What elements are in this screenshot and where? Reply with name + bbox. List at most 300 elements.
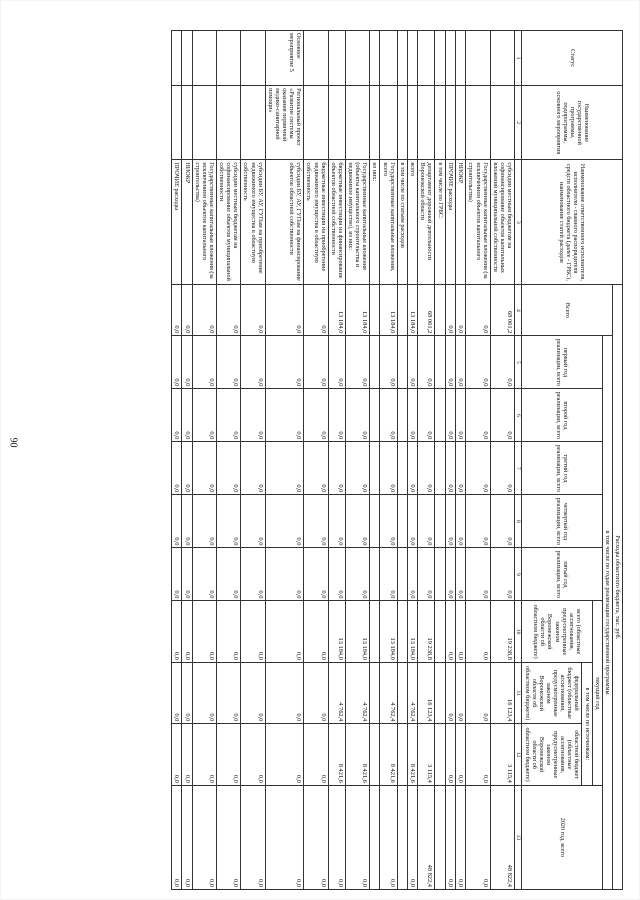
expense-item-cell: бюджетные инвестиции на финансирование объектов областной собственности: [328, 160, 345, 285]
status-cell: [370, 31, 380, 86]
value-cell: 0,0: [217, 601, 241, 662]
status-cell: [380, 31, 397, 86]
value-cell: 0,0: [407, 389, 417, 442]
value-cell: 0,0: [328, 495, 345, 548]
expense-item-cell: всего: [407, 160, 417, 285]
value-cell: 0,0: [171, 724, 181, 785]
column-number: 13: [515, 785, 522, 889]
value-cell: [397, 336, 407, 389]
value-cell: [435, 495, 445, 548]
value-cell: 0,0: [328, 548, 345, 601]
value-cell: 0,0: [171, 389, 181, 442]
value-cell: 19 238,8: [490, 601, 514, 662]
program-cell: [346, 86, 370, 160]
value-cell: 0,0: [241, 285, 265, 336]
value-cell: 0,0: [304, 285, 328, 336]
value-cell: 0,0: [346, 495, 370, 548]
value-cell: 0,0: [265, 724, 304, 785]
value-cell: 0,0: [182, 785, 192, 889]
column-number: 3: [515, 160, 522, 285]
program-cell: [418, 86, 435, 160]
value-cell: 0,0: [445, 389, 455, 442]
value-cell: 0,0: [171, 336, 181, 389]
program-cell: [407, 86, 417, 160]
value-cell: 0,0: [304, 495, 328, 548]
status-cell: [182, 31, 192, 86]
value-cell: 0,0: [418, 495, 435, 548]
expense-item-cell: в том числе по ГРБС:: [435, 160, 445, 285]
status-cell: [435, 31, 445, 86]
value-cell: 4 762,4: [380, 662, 397, 723]
program-cell: [182, 86, 192, 160]
value-cell: 0,0: [192, 389, 216, 442]
program-cell: [490, 86, 514, 160]
value-cell: 0,0: [418, 548, 435, 601]
expense-item-cell: НИОКР: [182, 160, 192, 285]
value-cell: 0,0: [304, 601, 328, 662]
value-cell: [370, 785, 380, 889]
program-cell: [435, 86, 445, 160]
value-cell: 13 184,0: [407, 601, 417, 662]
column-number: 1: [515, 31, 522, 86]
value-cell: [370, 389, 380, 442]
value-cell: 0,0: [445, 548, 455, 601]
status-cell: [217, 31, 241, 86]
value-cell: 0,0: [418, 389, 435, 442]
expense-item-cell: Государственные капитальные вложения (за исключением объектов капитального строительства): [192, 160, 216, 285]
value-cell: [435, 389, 445, 442]
value-cell: 0,0: [407, 785, 417, 889]
value-cell: 0,0: [241, 662, 265, 723]
table-row: [397, 31, 407, 890]
header-year2020: 2020 год, всего: [522, 785, 602, 889]
value-cell: 8 421,6: [346, 724, 370, 785]
value-cell: 0,0: [182, 495, 192, 548]
status-cell: [304, 31, 328, 86]
program-cell: [445, 86, 455, 160]
value-cell: 0,0: [380, 785, 397, 889]
value-cell: [397, 785, 407, 889]
value-cell: 0,0: [346, 389, 370, 442]
value-cell: 0,0: [380, 548, 397, 601]
value-cell: 0,0: [241, 336, 265, 389]
value-cell: [397, 662, 407, 723]
column-number: 12: [515, 724, 522, 785]
value-cell: 0,0: [182, 442, 192, 495]
status-cell: [466, 31, 490, 86]
page-number: 90: [7, 437, 19, 448]
expense-item-cell: Государственные капитальные вложения (объекты капитального строительства и недвижимое имущество), из них:: [346, 160, 370, 285]
value-cell: 0,0: [445, 285, 455, 336]
expense-item-cell: Государственные капитальные вложения, всего: [380, 160, 397, 285]
value-cell: 0,0: [418, 336, 435, 389]
value-cell: 0,0: [217, 495, 241, 548]
program-cell: [171, 86, 181, 160]
header-total: Всего: [522, 285, 612, 336]
value-cell: 8 421,6: [407, 724, 417, 785]
value-cell: 13 184,0: [328, 601, 345, 662]
program-cell: [192, 86, 216, 160]
value-cell: 0,0: [217, 724, 241, 785]
value-cell: 0,0: [346, 442, 370, 495]
value-cell: 0,0: [445, 442, 455, 495]
value-cell: 0,0: [192, 442, 216, 495]
value-cell: 0,0: [328, 336, 345, 389]
program-cell: [304, 86, 328, 160]
table-row: [370, 31, 380, 890]
value-cell: 0,0: [466, 285, 490, 336]
value-cell: 3 115,4: [490, 724, 514, 785]
value-cell: 0,0: [241, 495, 265, 548]
header-federal: федеральный бюджет (областные ассигнования, предусмотренные законом Воронежской области об областном бюджете): [522, 662, 582, 723]
value-cell: 0,0: [346, 785, 370, 889]
header-status: Статус: [522, 31, 623, 86]
table-row: [380, 31, 397, 890]
value-cell: [397, 601, 407, 662]
value-cell: 0,0: [304, 548, 328, 601]
value-cell: [370, 601, 380, 662]
table-row: [418, 31, 435, 890]
value-cell: 0,0: [171, 662, 181, 723]
value-cell: [370, 442, 380, 495]
value-cell: 0,0: [171, 285, 181, 336]
value-cell: 0,0: [192, 548, 216, 601]
value-cell: 0,0: [171, 442, 181, 495]
value-cell: 0,0: [490, 495, 514, 548]
value-cell: 0,0: [490, 336, 514, 389]
column-number: 9: [515, 548, 522, 601]
value-cell: 19 238,8: [418, 601, 435, 662]
value-cell: 0,0: [304, 389, 328, 442]
value-cell: 0,0: [182, 601, 192, 662]
value-cell: 0,0: [455, 285, 465, 336]
value-cell: 0,0: [182, 548, 192, 601]
table-row: [328, 31, 345, 890]
value-cell: 0,0: [445, 495, 455, 548]
value-cell: 0,0: [182, 336, 192, 389]
header-year1: первый год реализации, всего: [522, 336, 602, 389]
value-cell: 0,0: [466, 662, 490, 723]
expense-item-cell: НИОКР: [455, 160, 465, 285]
header-year2: второй год реализации, всего: [522, 389, 602, 442]
value-cell: 48 822,4: [490, 785, 514, 889]
value-cell: 0,0: [304, 724, 328, 785]
program-cell: [241, 86, 265, 160]
value-cell: 0,0: [217, 285, 241, 336]
value-cell: 0,0: [466, 336, 490, 389]
value-cell: 0,0: [217, 389, 241, 442]
header-in-years: в том числе по годам реализации государственной программы: [602, 336, 612, 890]
value-cell: 8 421,6: [328, 724, 345, 785]
value-cell: 0,0: [241, 389, 265, 442]
table-row: [346, 31, 370, 890]
value-cell: 0,0: [265, 548, 304, 601]
table-header: [515, 31, 623, 890]
status-cell: [171, 31, 181, 86]
value-cell: 0,0: [265, 785, 304, 889]
value-cell: 0,0: [265, 442, 304, 495]
column-number: 11: [515, 662, 522, 723]
value-cell: 0,0: [380, 442, 397, 495]
value-cell: 0,0: [217, 662, 241, 723]
value-cell: [370, 724, 380, 785]
program-cell: [328, 86, 345, 160]
expense-item-cell: субсидии БУ, АУ, ГУПам на финансирование объектов областной собственности: [265, 160, 304, 285]
value-cell: 0,0: [380, 389, 397, 442]
program-cell: [466, 86, 490, 160]
value-cell: 0,0: [171, 785, 181, 889]
table-row: [435, 31, 445, 890]
value-cell: 0,0: [241, 785, 265, 889]
value-cell: 0,0: [241, 724, 265, 785]
value-cell: 0,0: [265, 662, 304, 723]
value-cell: 0,0: [445, 336, 455, 389]
value-cell: 0,0: [171, 601, 181, 662]
value-cell: 3 115,4: [418, 724, 435, 785]
expense-item-cell: Государственные капитальные вложения (за исключением объектов капитального строительства): [466, 160, 490, 285]
value-cell: 0,0: [466, 548, 490, 601]
value-cell: 0,0: [466, 495, 490, 548]
table-row: [171, 31, 181, 890]
value-cell: 0,0: [192, 785, 216, 889]
header-program: Наименование государственной программы, подпрограммы, основного мероприятия: [522, 86, 623, 160]
program-cell: [217, 86, 241, 160]
status-cell: [328, 31, 345, 86]
table-row: [466, 31, 490, 890]
value-cell: [435, 601, 445, 662]
value-cell: 0,0: [304, 785, 328, 889]
value-cell: 16 123,4: [418, 662, 435, 723]
value-cell: 0,0: [241, 548, 265, 601]
value-cell: 0,0: [445, 724, 455, 785]
program-cell: [455, 86, 465, 160]
value-cell: [397, 724, 407, 785]
value-cell: [435, 785, 445, 889]
value-cell: 0,0: [328, 389, 345, 442]
header-expenses-title: Расходы областного бюджета, тыс. руб.: [612, 285, 622, 890]
value-cell: [370, 548, 380, 601]
value-cell: 0,0: [265, 601, 304, 662]
table-row: [265, 31, 304, 890]
value-cell: 0,0: [182, 724, 192, 785]
table-row: [445, 31, 455, 890]
status-cell: [418, 31, 435, 86]
value-cell: 0,0: [192, 495, 216, 548]
expense-item-cell: субсидии местным бюджетам на софинансирование объектов муниципальной собственности: [217, 160, 241, 285]
value-cell: 13 184,0: [346, 285, 370, 336]
value-cell: 13 184,0: [407, 285, 417, 336]
value-cell: 0,0: [346, 336, 370, 389]
value-cell: 0,0: [455, 548, 465, 601]
column-number: 7: [515, 442, 522, 495]
value-cell: 0,0: [407, 336, 417, 389]
value-cell: 0,0: [445, 662, 455, 723]
value-cell: 0,0: [171, 548, 181, 601]
value-cell: 68 061,2: [418, 285, 435, 336]
value-cell: 4 762,4: [346, 662, 370, 723]
value-cell: 0,0: [455, 336, 465, 389]
table-row: [192, 31, 216, 890]
value-cell: 48 822,4: [418, 785, 435, 889]
value-cell: 0,0: [265, 336, 304, 389]
expense-item-cell: из них:: [370, 160, 380, 285]
status-cell: [490, 31, 514, 86]
value-cell: 0,0: [455, 724, 465, 785]
expense-item-cell: ПРОЧИЕ расходы: [445, 160, 455, 285]
value-cell: [397, 548, 407, 601]
value-cell: [370, 495, 380, 548]
value-cell: [435, 662, 445, 723]
header-regional: областной бюджет (областные ассигнования, предусмотренные законом Воронежской области об областном бюджете): [522, 724, 582, 785]
status-cell: [397, 31, 407, 86]
value-cell: [370, 285, 380, 336]
value-cell: 0,0: [455, 442, 465, 495]
status-cell: [346, 31, 370, 86]
value-cell: 0,0: [490, 548, 514, 601]
table-body: [171, 31, 514, 890]
program-cell: [397, 86, 407, 160]
program-cell: [370, 86, 380, 160]
value-cell: 0,0: [445, 601, 455, 662]
value-cell: [435, 548, 445, 601]
column-number: 5: [515, 336, 522, 389]
value-cell: 0,0: [217, 785, 241, 889]
value-cell: 0,0: [466, 442, 490, 495]
value-cell: 0,0: [418, 442, 435, 495]
column-number: 10: [515, 601, 522, 662]
column-number: 4: [515, 285, 522, 336]
value-cell: 0,0: [265, 285, 304, 336]
value-cell: 13 184,0: [380, 601, 397, 662]
value-cell: 0,0: [407, 548, 417, 601]
budget-table-sheet: [103, 30, 623, 890]
value-cell: [435, 442, 445, 495]
value-cell: 0,0: [217, 442, 241, 495]
value-cell: 0,0: [171, 495, 181, 548]
value-cell: 0,0: [466, 601, 490, 662]
value-cell: 0,0: [407, 442, 417, 495]
budget-table: [171, 30, 623, 890]
value-cell: 0,0: [445, 785, 455, 889]
value-cell: 0,0: [304, 662, 328, 723]
table-row: [455, 31, 465, 890]
header-executor: Наименование ответственного исполнителя, исполнителя - главного распорядителя средств областного бюджета (далее - ГРБС), наименование статей расходов: [522, 160, 623, 285]
value-cell: 0,0: [182, 662, 192, 723]
expense-item-cell: департамент дорожной деятельности Воронежской области: [418, 160, 435, 285]
value-cell: 0,0: [455, 389, 465, 442]
value-cell: 0,0: [265, 495, 304, 548]
value-cell: 0,0: [380, 336, 397, 389]
header-in-sources: в том числе по источникам:: [582, 662, 592, 785]
value-cell: [397, 442, 407, 495]
program-cell: Региональный проект «Развитие системы оказания первичной медико-санитарной помощи»: [265, 86, 304, 160]
value-cell: 0,0: [490, 389, 514, 442]
value-cell: 0,0: [346, 548, 370, 601]
header-year4: четвертый год реализации, всего: [522, 495, 602, 548]
value-cell: 0,0: [241, 442, 265, 495]
header-year3: третий год реализации, всего: [522, 442, 602, 495]
value-cell: 0,0: [192, 724, 216, 785]
value-cell: [397, 389, 407, 442]
column-number: 6: [515, 389, 522, 442]
value-cell: 13 184,0: [346, 601, 370, 662]
value-cell: 8 421,6: [380, 724, 397, 785]
status-cell: [407, 31, 417, 86]
value-cell: [397, 495, 407, 548]
table-row: [217, 31, 241, 890]
value-cell: 0,0: [182, 285, 192, 336]
value-cell: 0,0: [490, 442, 514, 495]
value-cell: 0,0: [304, 442, 328, 495]
value-cell: 0,0: [466, 724, 490, 785]
value-cell: [370, 336, 380, 389]
header-year5: пятый год реализации, всего: [522, 548, 602, 601]
value-cell: [435, 724, 445, 785]
value-cell: [397, 285, 407, 336]
value-cell: 0,0: [328, 785, 345, 889]
value-cell: 4 762,4: [328, 662, 345, 723]
table-row: [182, 31, 192, 890]
value-cell: 0,0: [407, 495, 417, 548]
table-row: [304, 31, 328, 890]
table-row: [241, 31, 265, 890]
status-cell: Основное мероприятие 5: [265, 31, 304, 86]
value-cell: 13 184,0: [328, 285, 345, 336]
column-number: 8: [515, 495, 522, 548]
value-cell: 4 762,4: [407, 662, 417, 723]
value-cell: 0,0: [466, 785, 490, 889]
header-current-total: всего (областные ассигнования, предусмотренные законом Воронежской области об областном бюджете): [522, 601, 592, 662]
value-cell: 0,0: [380, 495, 397, 548]
status-cell: [445, 31, 455, 86]
value-cell: 13 184,0: [380, 285, 397, 336]
value-cell: 0,0: [455, 495, 465, 548]
expense-item-cell: субсидии местным бюджетам на софинансирование объектов капитальных вложений муниципальной собственности: [490, 160, 514, 285]
value-cell: [370, 662, 380, 723]
value-cell: 0,0: [328, 442, 345, 495]
column-number-row: [515, 31, 522, 890]
header-current-year: текущий год: [592, 601, 602, 785]
program-cell: [380, 86, 397, 160]
status-cell: [192, 31, 216, 86]
value-cell: 0,0: [304, 336, 328, 389]
expense-item-cell: бюджетные инвестиции на приобретение недвижимого имущества в областную собственность: [304, 160, 328, 285]
value-cell: 0,0: [455, 662, 465, 723]
table-row: [490, 31, 514, 890]
value-cell: 0,0: [182, 389, 192, 442]
value-cell: 0,0: [466, 389, 490, 442]
value-cell: 0,0: [217, 336, 241, 389]
value-cell: 0,0: [192, 662, 216, 723]
value-cell: [435, 285, 445, 336]
status-cell: [241, 31, 265, 86]
column-number: 2: [515, 86, 522, 160]
value-cell: 0,0: [265, 389, 304, 442]
value-cell: 0,0: [192, 336, 216, 389]
expense-item-cell: ПРОЧИЕ расходы: [171, 160, 181, 285]
table-row: [407, 31, 417, 890]
value-cell: [435, 336, 445, 389]
value-cell: 0,0: [455, 785, 465, 889]
value-cell: 0,0: [241, 601, 265, 662]
value-cell: 0,0: [192, 601, 216, 662]
value-cell: 0,0: [455, 601, 465, 662]
value-cell: 68 061,2: [490, 285, 514, 336]
expense-item-cell: субсидии БУ, АУ, ГУПам на приобретение недвижимого имущества в областную собственность: [241, 160, 265, 285]
value-cell: 0,0: [217, 548, 241, 601]
expense-item-cell: в том числе по статьям расходов: [397, 160, 407, 285]
value-cell: 0,0: [192, 285, 216, 336]
